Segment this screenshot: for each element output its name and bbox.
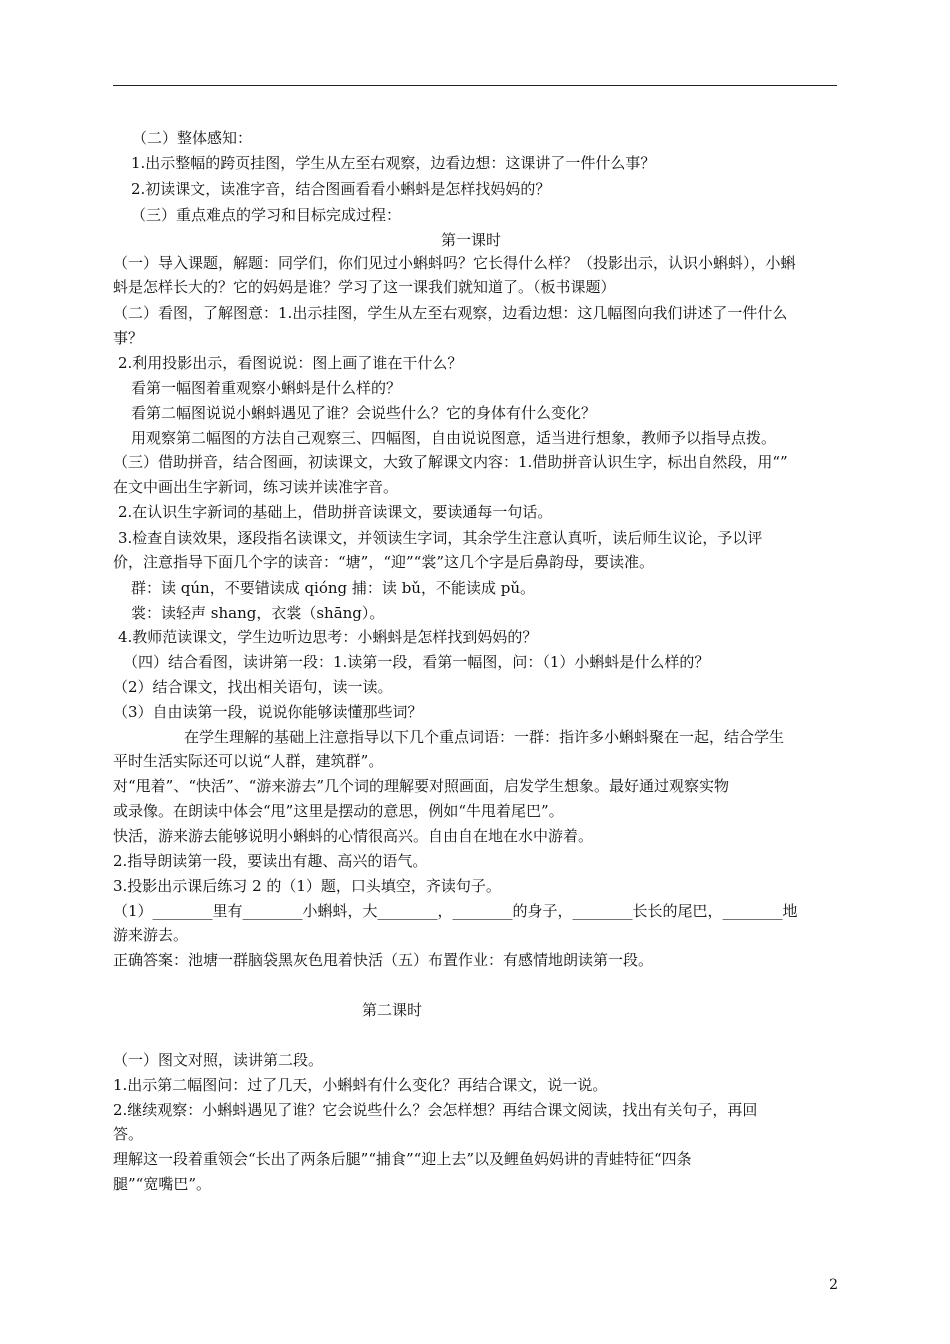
section-heading: 第二课时	[362, 1001, 423, 1019]
text-line: 群：读 qún，不要错读成 qióng 捕：读 bǔ，不能读成 pǔ。	[131, 579, 535, 597]
text-line: （三）重点难点的学习和目标完成过程：	[131, 206, 402, 224]
text-line: 快活，游来游去能够说明小蝌蚪的心情很高兴。自由自在地在水中游着。	[113, 827, 594, 845]
text-line: 2.初读课文，读准字音，结合图画看看小蝌蚪是怎样找妈妈的？	[131, 180, 551, 198]
text-line: 2.在认识生字新词的基础上，借助拼音读课文，要读通每一句话。	[118, 503, 553, 521]
page-number: 2	[829, 1277, 838, 1293]
text-line: （一）导入课题，解题：同学们，你们见过小蝌蚪吗？它长得什么样？（投影出示，认识小蝌蚪），小蝌	[113, 254, 796, 272]
header-rule	[113, 85, 837, 86]
text-line: （三）借助拼音，结合图画，初读课文，大致了解课文内容：1.借助拼音认识生字，标出自然段，用“”	[113, 453, 788, 471]
text-line: 用观察第二幅图的方法自己观察三、四幅图，自由说说图意，适当进行想象，教师予以指导点拨。	[131, 429, 777, 447]
text-line: 对“甩着”、“快活”、“游来游去”几个词的理解要对照画面，启发学生想象。最好通过观察实物	[113, 777, 730, 795]
text-line: 蚪是怎样长大的？它的妈妈是谁？学习了这一课我们就知道了。（板书课题）	[113, 278, 616, 296]
text-line: 在文中画出生字新词，练习读并读准字音。	[113, 478, 399, 496]
section-heading: 第一课时	[441, 231, 502, 249]
text-line: 3.投影出示课后练习 2 的（1）题，口头填空，齐读句子。	[113, 877, 501, 895]
text-line: 游来游去。	[113, 926, 189, 944]
text-line: （2）结合课文，找出相关语句，读一读。	[113, 678, 393, 696]
text-line: 1.出示整幅的跨页挂图，学生从左至右观察，边看边想：这课讲了一件什么事？	[131, 154, 656, 172]
text-line: 2.利用投影出示，看图说说：图上画了谁在干什么？	[118, 354, 463, 372]
text-line: （二）看图，了解图意：1.出示挂图，学生从左至右观察，边看边想：这几幅图向我们讲述了一件什么	[113, 304, 788, 322]
text-line: 2.指导朗读第一段，要读出有趣、高兴的语气。	[113, 852, 428, 870]
text-line: 腿”“宽嘴巴”。	[113, 1175, 212, 1193]
text-line: 价，注意指导下面几个字的读音：“塘”，“迎”“裳”这几个字是后鼻韵母，要读准。	[113, 553, 655, 571]
text-line: （一）图文对照，读讲第二段。	[113, 1051, 324, 1069]
text-line: 答。	[113, 1125, 144, 1143]
text-line: 正确答案：池塘一群脑袋黑灰色甩着快活（五）布置作业：有感情地朗读第一段。	[113, 951, 654, 969]
text-line: 4.教师范读课文，学生边听边思考：小蝌蚪是怎样找到妈妈的？	[118, 628, 538, 646]
text-line: （四）结合看图，读讲第一段：1.读第一段，看第一幅图，问：（1）小蝌蚪是什么样的？	[123, 653, 710, 671]
text-line: （3）自由读第一段，说说你能够读懂那些词？	[113, 703, 423, 721]
text-line: 在学生理解的基础上注意指导以下几个重点词语：一群：指许多小蝌蚪聚在一起，结合学生	[184, 728, 785, 746]
fill-in-exercise: （1）________里有________小蝌蚪，大________，________的身子，________长长的尾巴，________地	[113, 902, 798, 920]
text-line: 3.检查自读效果，逐段指名读课文，并领读生字词，其余学生注意认真听，读后师生议论，予以评	[118, 529, 763, 547]
text-line: 1.出示第二幅图问：过了几天，小蝌蚪有什么变化？再结合课文，说一说。	[113, 1076, 608, 1094]
text-line: 平时生活实际还可以说“人群，建筑群”。	[113, 752, 384, 770]
text-line: 看第二幅图说说小蝌蚪遇见了谁？会说些什么？它的身体有什么变化？	[131, 404, 597, 422]
text-line: 或录像。在朗读中体会“甩”这里是摆动的意思，例如“牛甩着尾巴”。	[113, 802, 564, 820]
text-line: （二）整体感知：	[132, 129, 253, 147]
text-line: 事？	[113, 329, 144, 347]
text-line: 理解这一段着重领会“长出了两条后腿”“捕食”“迎上去”以及鲤鱼妈妈讲的青蛙特征“四条	[113, 1150, 692, 1168]
text-line: 裳：读轻声 shang，衣裳（shāng）。	[131, 604, 385, 622]
text-line: 2.继续观察：小蝌蚪遇见了谁？它会说些什么？会怎样想？再结合课文阅读，找出有关句子，再回	[113, 1101, 758, 1119]
text-line: 看第一幅图着重观察小蝌蚪是什么样的？	[131, 379, 402, 397]
